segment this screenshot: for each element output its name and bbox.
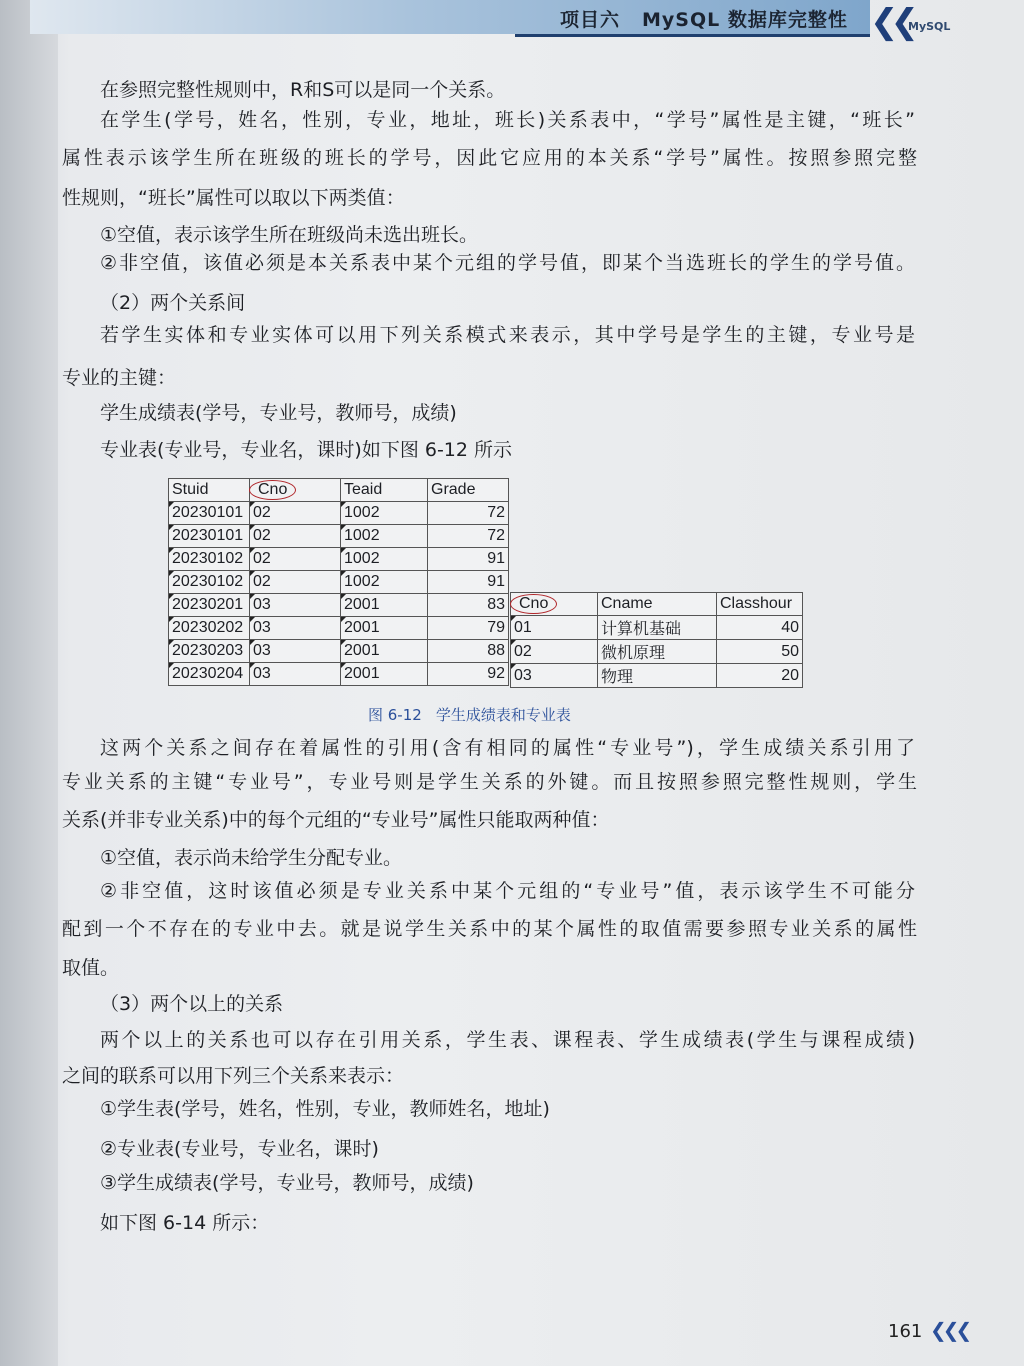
table-cell: 20230203 <box>169 640 250 663</box>
table-cell: 03 <box>250 663 341 686</box>
chevron-icon: ❮❮❮ <box>930 1318 969 1342</box>
table-row <box>169 617 509 640</box>
table-cell: 02 <box>250 548 341 571</box>
paragraph-line: 之间的联系可以用下列三个关系来表示： <box>62 1065 405 1087</box>
table-row <box>169 548 509 571</box>
paragraph-line: 在学生(学号，姓名，性别，专业，地址，班长)关系表中，“学号”属性是主键，“班长” <box>100 109 915 131</box>
table-cell: 20230102 <box>169 571 250 594</box>
table-cell: 20230204 <box>169 663 250 686</box>
mysql-logo: MySQL <box>908 20 951 33</box>
header-underline <box>515 34 870 37</box>
table-row <box>511 640 803 664</box>
table-row <box>169 502 509 525</box>
paragraph-line: 性规则，“班长”属性可以取以下两类值： <box>62 187 405 209</box>
figure-title: 学生成绩表和专业表 <box>435 706 571 724</box>
table-cell: 20230101 <box>169 525 250 548</box>
table-cell: 20230102 <box>169 548 250 571</box>
table-cell: 83 <box>428 594 509 617</box>
paragraph-line: 取值。 <box>62 957 120 979</box>
paragraph-line: ①空值，表示该学生所在班级尚未选出班长。 <box>100 224 479 246</box>
column-header <box>511 593 598 616</box>
table-cell: 2001 <box>341 640 428 663</box>
table-row <box>169 525 509 548</box>
table-cell: 20230202 <box>169 617 250 640</box>
table-cell: 50 <box>717 640 803 664</box>
paragraph-line: 若学生实体和专业实体可以用下列关系模式来表示，其中学号是学生的主键，专业号是 <box>100 324 915 346</box>
table-cell: 20230201 <box>169 594 250 617</box>
table-cell: 03 <box>250 594 341 617</box>
table-header-row <box>511 593 803 616</box>
section-heading: （2）两个关系间 <box>100 292 246 314</box>
column-header: Grade <box>428 479 509 502</box>
table-cell: 计算机基础 <box>598 616 717 640</box>
figure-caption <box>368 704 571 725</box>
table-cell: 02 <box>250 502 341 525</box>
highlight-circle: Cno <box>249 480 296 500</box>
table-row <box>511 616 803 640</box>
page-number: 161 <box>888 1321 923 1342</box>
paragraph-line: 这两个关系之间存在着属性的引用(含有相同的属性“专业号”)，学生成绩关系引用了 <box>100 737 915 759</box>
paragraph-line: 专业表(专业号，专业名，课时)如下图 6-12 所示 <box>100 439 513 461</box>
column-header: Classhour <box>717 593 803 616</box>
table-cell: 微机原理 <box>598 640 717 664</box>
paragraph-line: 两个以上的关系也可以存在引用关系，学生表、课程表、学生成绩表(学生与课程成绩) <box>100 1029 915 1051</box>
major-table <box>510 592 803 688</box>
header-title <box>560 5 848 32</box>
table-row <box>169 663 509 686</box>
table-cell: 88 <box>428 640 509 663</box>
table-cell: 2001 <box>341 617 428 640</box>
table-cell: 03 <box>511 664 598 688</box>
table-cell: 20230101 <box>169 502 250 525</box>
paragraph-line: 配到一个不存在的专业中去。就是说学生关系中的某个属性的取值需要参照专业关系的属性 <box>62 918 917 940</box>
table-cell: 91 <box>428 548 509 571</box>
table-cell: 79 <box>428 617 509 640</box>
table-cell: 02 <box>511 640 598 664</box>
table-cell: 03 <box>250 640 341 663</box>
column-header: Stuid <box>169 479 250 502</box>
table-row <box>169 640 509 663</box>
table-row <box>169 594 509 617</box>
paragraph-line: 关系(并非专业关系)中的每个元组的“专业号”属性只能取两种值： <box>62 809 610 831</box>
column-header <box>250 479 341 502</box>
paragraph-line: ②非空值，这时该值必须是专业关系中某个元组的“专业号”值，表示该学生不可能分 <box>100 880 915 902</box>
table-cell: 2001 <box>341 663 428 686</box>
table-cell: 1002 <box>341 525 428 548</box>
table-cell: 1002 <box>341 571 428 594</box>
chapter-label: 项目六 <box>560 9 621 31</box>
column-header: Cname <box>598 593 717 616</box>
list-item: ②专业表(专业号，专业名，课时) <box>100 1138 379 1160</box>
table-cell: 40 <box>717 616 803 640</box>
table-cell: 91 <box>428 571 509 594</box>
column-header: Teaid <box>341 479 428 502</box>
table-cell: 72 <box>428 525 509 548</box>
paragraph-line: 专业的主键： <box>62 367 177 389</box>
score-table <box>168 478 509 686</box>
paragraph-line: 属性表示该学生所在班级的班长的学号，因此它应用的本关系“学号”属性。按照参照完整 <box>62 147 917 169</box>
table-cell: 2001 <box>341 594 428 617</box>
table-cell: 20 <box>717 664 803 688</box>
table-cell: 01 <box>511 616 598 640</box>
figure-number: 图 6-12 <box>368 706 422 724</box>
paragraph-line: 学生成绩表(学号，专业号，教师号，成绩) <box>100 402 457 424</box>
paragraph-line: ①空值，表示尚未给学生分配专业。 <box>100 847 403 869</box>
table-row <box>511 664 803 688</box>
paragraph-line: ②非空值，该值必须是本关系表中某个元组的学号值，即某个当选班长的学生的学号值。 <box>100 252 915 274</box>
chapter-title: MySQL 数据库完整性 <box>642 9 848 31</box>
chevron-icon: ❮❮ <box>870 2 911 42</box>
table-cell: 02 <box>250 525 341 548</box>
section-heading: （3）两个以上的关系 <box>100 993 284 1015</box>
table-cell: 72 <box>428 502 509 525</box>
adjacent-page-edge <box>0 0 58 1366</box>
table-cell: 1002 <box>341 502 428 525</box>
paragraph-line: 如下图 6-14 所示： <box>100 1212 270 1234</box>
list-item: ①学生表(学号，姓名，性别，专业，教师姓名，地址) <box>100 1098 550 1120</box>
highlight-circle: Cno <box>510 594 557 614</box>
table-cell: 92 <box>428 663 509 686</box>
paragraph-line: 专业关系的主键“专业号”，专业号则是学生关系的外键。而且按照参照完整性规则，学生 <box>62 771 917 793</box>
table-row <box>169 571 509 594</box>
table-cell: 1002 <box>341 548 428 571</box>
table-cell: 03 <box>250 617 341 640</box>
table-cell: 02 <box>250 571 341 594</box>
paragraph-line: 在参照完整性规则中，R和S可以是同一个关系。 <box>100 79 506 101</box>
table-header-row <box>169 479 509 502</box>
table-cell: 物理 <box>598 664 717 688</box>
list-item: ③学生成绩表(学号，专业号，教师号，成绩) <box>100 1172 474 1194</box>
